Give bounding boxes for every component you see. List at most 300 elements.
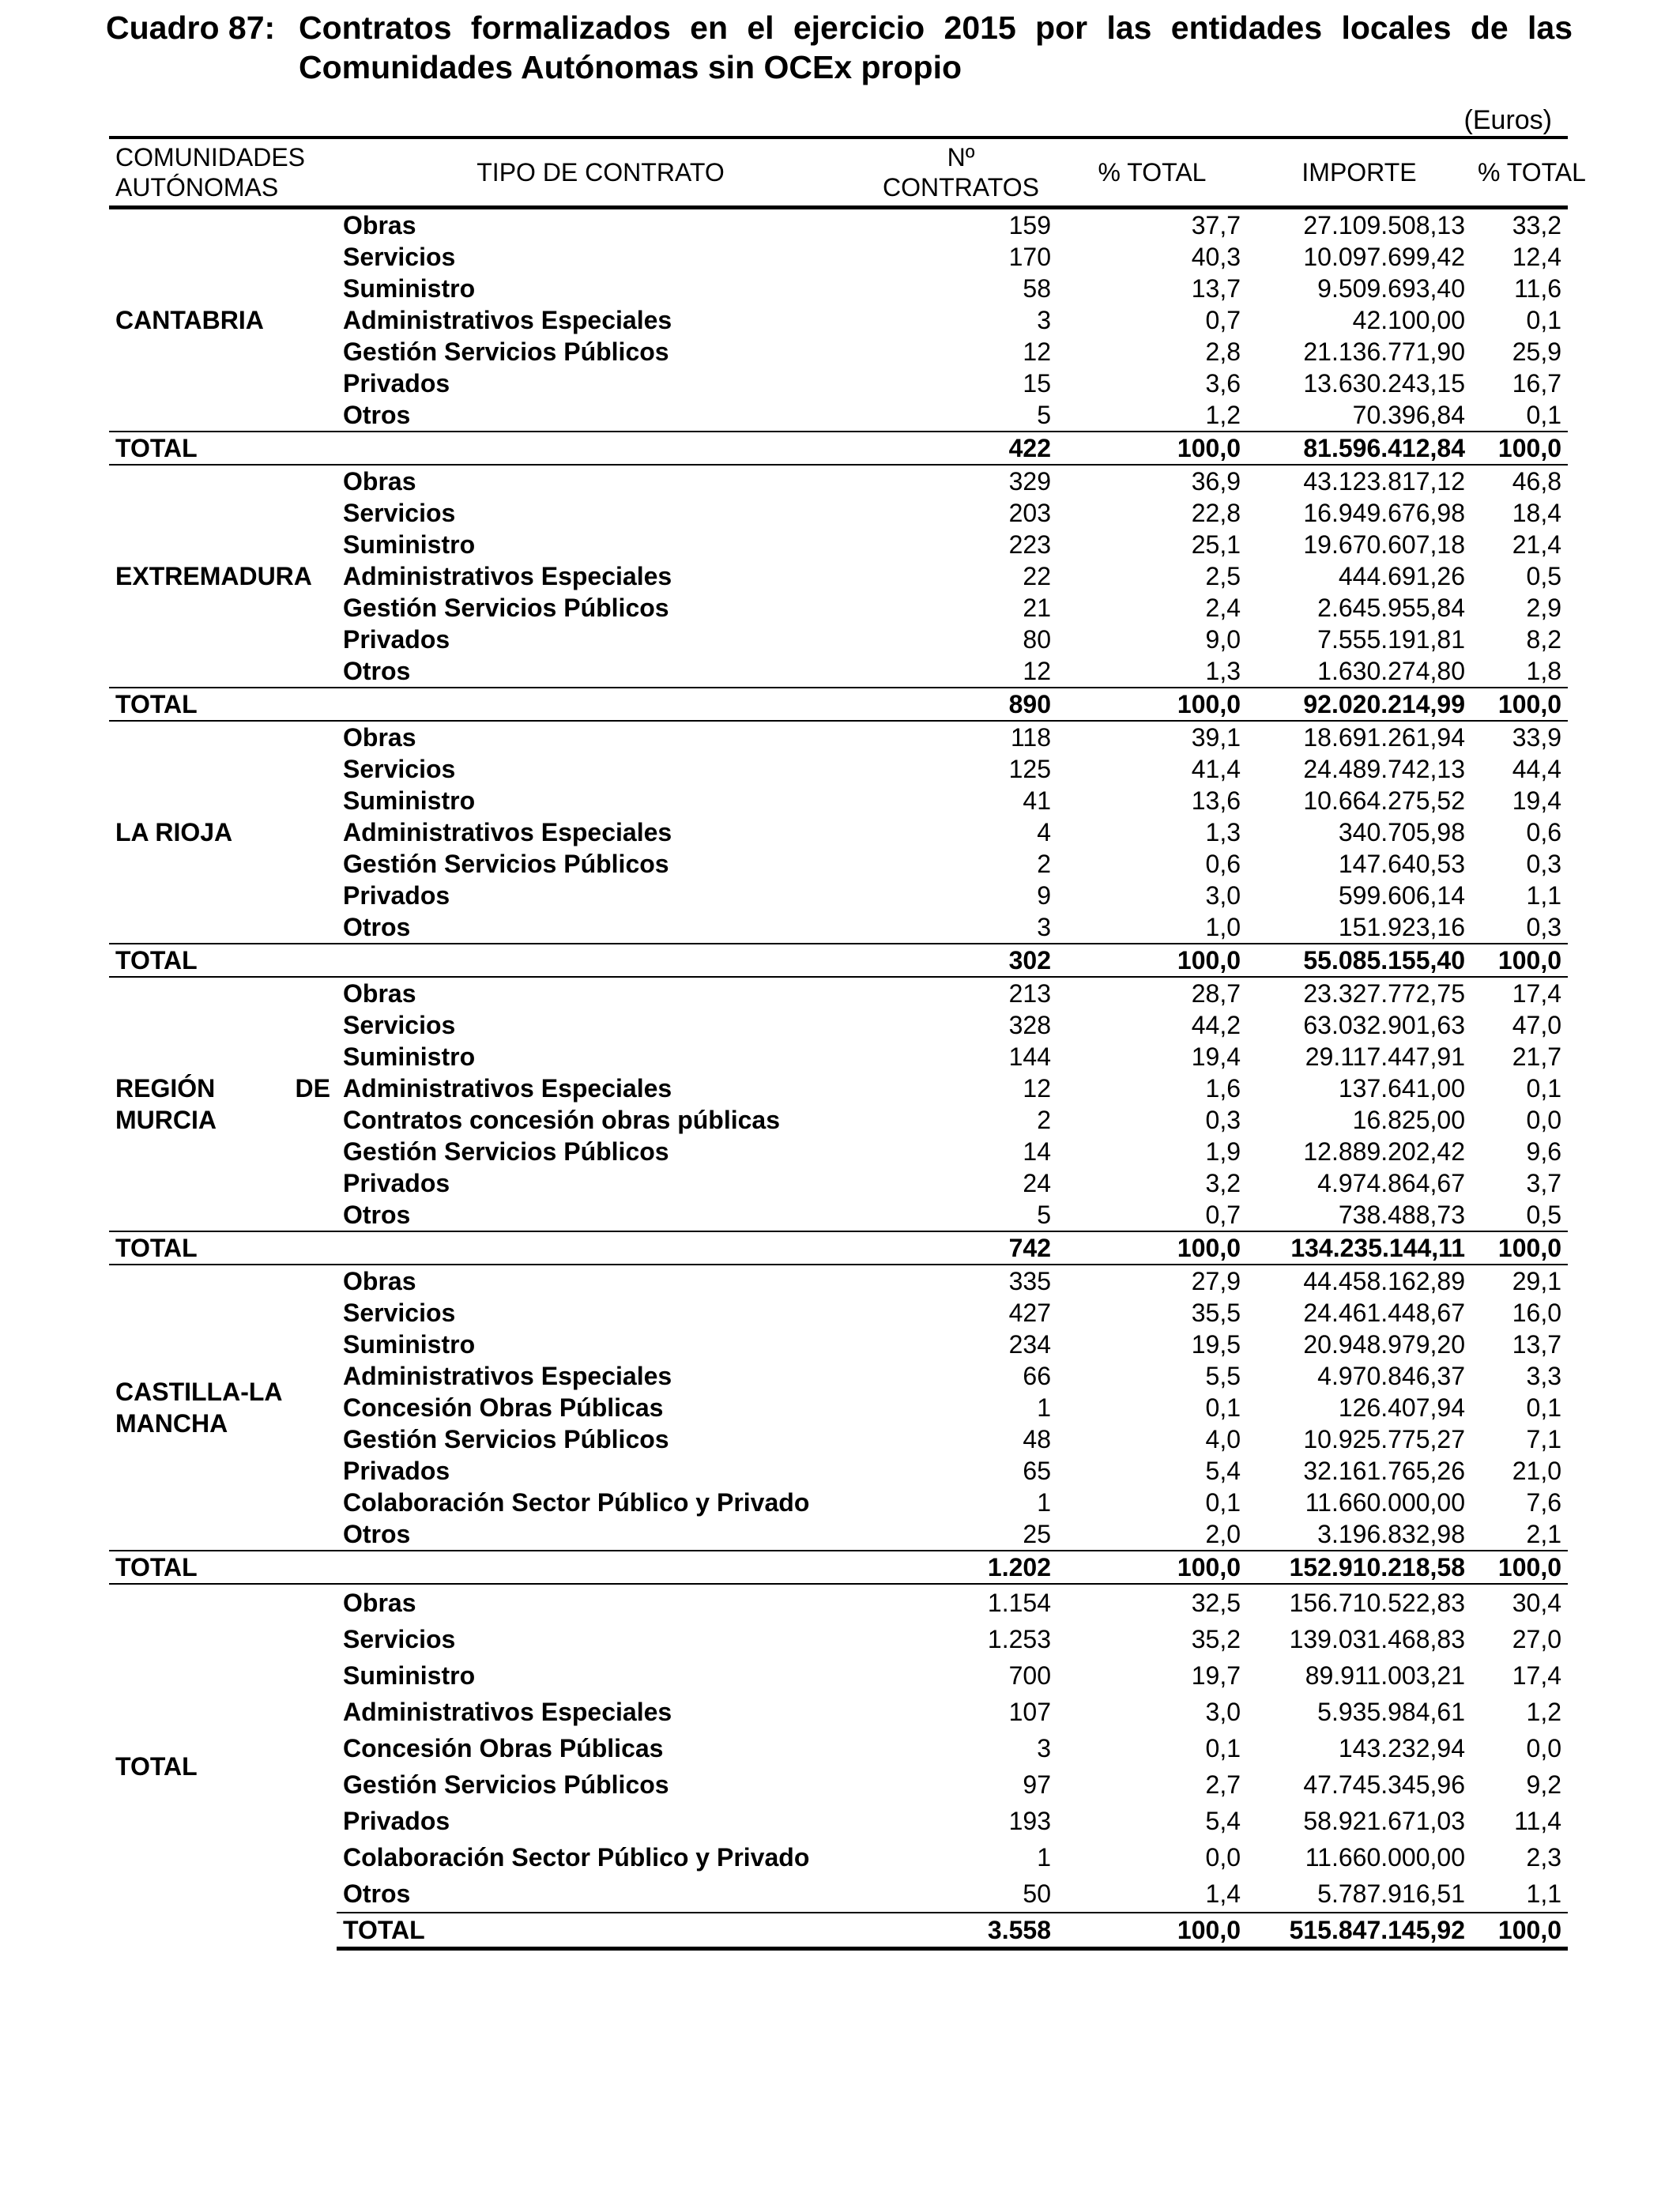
pct-importe: 21,7 — [1512, 1042, 1561, 1071]
pct-importe: 0,5 — [1526, 562, 1561, 590]
pct-importe: 0,1 — [1526, 401, 1561, 429]
header-importe: IMPORTE — [1247, 138, 1471, 208]
pct-importe: 1,8 — [1526, 657, 1561, 685]
pct-contratos: 25,1 — [1191, 530, 1241, 559]
subtotal-blank — [337, 1551, 864, 1584]
pct-importe: 13,7 — [1512, 1330, 1561, 1359]
contract-type: Administrativos Especiales — [343, 1698, 672, 1726]
num-contratos: 118 — [1010, 723, 1051, 752]
pct-importe: 9,6 — [1526, 1137, 1561, 1166]
caption-label: Cuadro 87: — [106, 9, 276, 46]
pct-contratos: 1,2 — [1205, 401, 1241, 429]
table-row — [109, 1584, 1568, 1621]
contract-type: Privados — [343, 1457, 450, 1485]
subtotal-label: TOTAL — [109, 1551, 337, 1584]
importe: 44.458.162,89 — [1303, 1267, 1465, 1295]
importe: 24.461.448,67 — [1303, 1299, 1465, 1327]
importe: 63.032.901,63 — [1303, 1011, 1465, 1039]
pct-importe: 11,6 — [1514, 274, 1561, 303]
importe: 42.100,00 — [1352, 306, 1465, 334]
num-contratos: 3 — [1037, 1734, 1051, 1762]
pct-contratos: 1,4 — [1205, 1879, 1241, 1908]
importe: 10.925.775,27 — [1303, 1425, 1465, 1453]
contract-type: Obras — [343, 723, 416, 752]
num-contratos: 12 — [1023, 657, 1051, 685]
subtotal-row — [109, 1231, 1568, 1265]
subtotal-pct-contratos: 100,0 — [1057, 1231, 1247, 1265]
subtotal-pct-importe: 100,0 — [1471, 432, 1568, 465]
pct-importe: 0,5 — [1526, 1201, 1561, 1229]
subtotal-importe: 55.085.155,40 — [1247, 944, 1471, 977]
num-contratos: 1 — [1037, 1488, 1051, 1517]
importe: 137.641,00 — [1338, 1074, 1465, 1103]
importe: 23.327.772,75 — [1303, 979, 1465, 1008]
pct-importe: 0,6 — [1526, 818, 1561, 846]
pct-importe: 21,4 — [1512, 530, 1561, 559]
grand-total-group — [109, 1584, 1568, 1949]
num-contratos: 170 — [1008, 243, 1051, 271]
pct-importe: 1,1 — [1526, 881, 1561, 910]
pct-importe: 25,9 — [1512, 337, 1561, 366]
pct-contratos: 1,3 — [1205, 657, 1241, 685]
subtotal-num-contratos: 1.202 — [864, 1551, 1057, 1584]
importe: 151.923,16 — [1338, 913, 1465, 941]
pct-contratos: 35,5 — [1191, 1299, 1241, 1327]
contract-type: Suministro — [343, 786, 476, 815]
pct-importe: 16,0 — [1512, 1299, 1561, 1327]
pct-importe: 29,1 — [1512, 1267, 1561, 1295]
region-name: EXTREMADURA — [115, 562, 312, 590]
importe: 340.705,98 — [1338, 818, 1465, 846]
units-note: (Euros) — [1463, 105, 1552, 135]
contract-type: Servicios — [343, 243, 456, 271]
pct-importe: 44,4 — [1512, 755, 1561, 783]
subtotal-blank — [337, 688, 864, 721]
num-contratos: 12 — [1023, 1074, 1051, 1103]
region-group — [109, 208, 1568, 466]
contract-type: Gestión Servicios Públicos — [343, 1137, 669, 1166]
pct-importe: 17,4 — [1512, 979, 1561, 1008]
pct-importe: 27,0 — [1512, 1625, 1561, 1653]
contract-type: Servicios — [343, 755, 456, 783]
region-group — [109, 721, 1568, 977]
pct-contratos: 39,1 — [1191, 723, 1241, 752]
pct-importe: 1,2 — [1526, 1698, 1561, 1726]
pct-contratos: 32,5 — [1191, 1589, 1241, 1617]
num-contratos: 2 — [1037, 850, 1051, 878]
subtotal-pct-contratos: 100,0 — [1057, 1551, 1247, 1584]
subtotal-row — [109, 1551, 1568, 1584]
num-contratos: 1 — [1037, 1843, 1051, 1872]
subtotal-num-contratos: 890 — [864, 688, 1057, 721]
contract-type: Otros — [343, 401, 411, 429]
region-name: REGIÓN DE MURCIA — [115, 1074, 330, 1134]
contract-type: Contratos concesión obras públicas — [343, 1106, 780, 1134]
contract-type: Administrativos Especiales — [343, 562, 672, 590]
importe: 32.161.765,26 — [1303, 1457, 1465, 1485]
importe: 27.109.508,13 — [1303, 211, 1465, 239]
pct-contratos: 13,7 — [1191, 274, 1241, 303]
region-group — [109, 465, 1568, 721]
subtotal-pct-importe: 100,0 — [1471, 1551, 1568, 1584]
pct-contratos: 4,0 — [1205, 1425, 1241, 1453]
importe: 139.031.468,83 — [1289, 1625, 1465, 1653]
importe: 24.489.742,13 — [1303, 755, 1465, 783]
importe: 4.974.864,67 — [1317, 1169, 1465, 1197]
pct-contratos: 0,7 — [1205, 306, 1241, 334]
importe: 599.606,14 — [1338, 881, 1465, 910]
importe: 21.136.771,90 — [1303, 337, 1465, 366]
pct-contratos: 3,0 — [1205, 1698, 1241, 1726]
contract-type: Otros — [343, 913, 411, 941]
pct-contratos: 5,4 — [1205, 1457, 1241, 1485]
header-num-contratos: Nº CONTRATOS — [864, 138, 1057, 208]
num-contratos: 58 — [1023, 274, 1051, 303]
contract-type: Otros — [343, 1201, 411, 1229]
subtotal-pct-importe: 100,0 — [1471, 944, 1568, 977]
contract-type: Privados — [343, 369, 450, 398]
pct-contratos: 2,8 — [1205, 337, 1241, 366]
pct-contratos: 3,0 — [1205, 881, 1241, 910]
contract-type: Privados — [343, 1169, 450, 1197]
contract-type: Privados — [343, 881, 450, 910]
contract-type: Servicios — [343, 499, 456, 527]
importe: 11.660.000,00 — [1305, 1843, 1465, 1872]
importe: 3.196.832,98 — [1317, 1520, 1465, 1548]
importe: 12.889.202,42 — [1303, 1137, 1465, 1166]
pct-importe: 1,1 — [1526, 1879, 1561, 1908]
num-contratos: 1 — [1037, 1393, 1051, 1422]
pct-contratos: 0,1 — [1205, 1393, 1241, 1422]
num-contratos: 223 — [1008, 530, 1051, 559]
subtotal-row — [109, 944, 1568, 977]
pct-importe: 0,3 — [1526, 850, 1561, 878]
contract-type: Suministro — [343, 1042, 476, 1071]
table-header — [109, 138, 1586, 208]
contract-type: Obras — [343, 467, 416, 496]
pct-importe: 18,4 — [1512, 499, 1561, 527]
contract-type: Suministro — [343, 1661, 476, 1690]
contract-type: Suministro — [343, 274, 476, 303]
contract-type: Concesión Obras Públicas — [343, 1734, 664, 1762]
pct-importe: 0,1 — [1526, 306, 1561, 334]
contract-type: Servicios — [343, 1625, 456, 1653]
pct-importe: 19,4 — [1512, 786, 1561, 815]
header-pct-contratos: % TOTAL — [1057, 138, 1247, 208]
pct-importe: 33,9 — [1512, 723, 1561, 752]
subtotal-label: TOTAL — [109, 688, 337, 721]
importe: 43.123.817,12 — [1303, 467, 1465, 496]
importe: 143.232,94 — [1338, 1734, 1465, 1762]
pct-contratos: 0,7 — [1205, 1201, 1241, 1229]
contract-type: Obras — [343, 979, 416, 1008]
importe: 7.555.191,81 — [1317, 625, 1465, 654]
pct-importe: 3,3 — [1526, 1362, 1561, 1390]
pct-importe: 8,2 — [1526, 625, 1561, 654]
importe: 16.825,00 — [1352, 1106, 1465, 1134]
pct-importe: 16,7 — [1512, 369, 1561, 398]
pct-importe: 21,0 — [1512, 1457, 1561, 1485]
grand-total-pct-contratos: 100,0 — [1057, 1913, 1247, 1949]
contract-type: Suministro — [343, 1330, 476, 1359]
num-contratos: 15 — [1023, 369, 1051, 398]
num-contratos: 234 — [1008, 1330, 1051, 1359]
num-contratos: 1.253 — [987, 1625, 1051, 1653]
num-contratos: 66 — [1023, 1362, 1051, 1390]
importe: 126.407,94 — [1338, 1393, 1465, 1422]
contract-type: Administrativos Especiales — [343, 306, 672, 334]
num-contratos: 2 — [1037, 1106, 1051, 1134]
subtotal-label: TOTAL — [109, 944, 337, 977]
grand-total-num-contratos: 3.558 — [864, 1913, 1057, 1949]
contract-type: Gestión Servicios Públicos — [343, 850, 669, 878]
subtotal-importe: 134.235.144,11 — [1247, 1231, 1471, 1265]
num-contratos: 329 — [1008, 467, 1051, 496]
importe: 9.509.693,40 — [1317, 274, 1465, 303]
contract-type: Colaboración Sector Público y Privado — [343, 1843, 810, 1872]
importe: 2.645.955,84 — [1317, 594, 1465, 622]
num-contratos: 5 — [1037, 1201, 1051, 1229]
num-contratos: 12 — [1023, 337, 1051, 366]
table-row — [109, 721, 1568, 753]
importe: 47.745.345,96 — [1303, 1770, 1465, 1799]
contract-type: Suministro — [343, 530, 476, 559]
grand-total-pct-importe: 100,0 — [1471, 1913, 1568, 1949]
pct-contratos: 1,3 — [1205, 818, 1241, 846]
num-contratos: 21 — [1023, 594, 1051, 622]
pct-contratos: 2,7 — [1205, 1770, 1241, 1799]
contract-type: Administrativos Especiales — [343, 818, 672, 846]
subtotal-importe: 92.020.214,99 — [1247, 688, 1471, 721]
subtotal-row — [109, 688, 1568, 721]
num-contratos: 203 — [1008, 499, 1051, 527]
pct-importe: 46,8 — [1512, 467, 1561, 496]
subtotal-pct-importe: 100,0 — [1471, 688, 1568, 721]
contract-type: Privados — [343, 625, 450, 654]
importe: 16.949.676,98 — [1303, 499, 1465, 527]
pct-contratos: 19,5 — [1191, 1330, 1241, 1359]
table-row — [109, 208, 1568, 242]
importe: 10.664.275,52 — [1303, 786, 1465, 815]
pct-importe: 3,7 — [1526, 1169, 1561, 1197]
num-contratos: 97 — [1023, 1770, 1051, 1799]
contract-type: Gestión Servicios Públicos — [343, 594, 669, 622]
num-contratos: 22 — [1023, 562, 1051, 590]
table-row — [109, 1265, 1568, 1297]
contract-type: Obras — [343, 1267, 416, 1295]
pct-importe: 2,9 — [1526, 594, 1561, 622]
pct-contratos: 0,1 — [1205, 1734, 1241, 1762]
pct-importe: 9,2 — [1526, 1770, 1561, 1799]
pct-importe: 2,1 — [1526, 1520, 1561, 1548]
importe: 18.691.261,94 — [1303, 723, 1465, 752]
pct-contratos: 41,4 — [1191, 755, 1241, 783]
contract-type: Otros — [343, 1520, 411, 1548]
contract-type: Gestión Servicios Públicos — [343, 1770, 669, 1799]
contract-type: Gestión Servicios Públicos — [343, 337, 669, 366]
importe: 19.670.607,18 — [1303, 530, 1465, 559]
importe: 29.117.447,91 — [1305, 1042, 1465, 1071]
importe: 444.691,26 — [1338, 562, 1465, 590]
num-contratos: 4 — [1037, 818, 1051, 846]
contract-type: Otros — [343, 1879, 411, 1908]
num-contratos: 427 — [1008, 1299, 1051, 1327]
pct-contratos: 28,7 — [1191, 979, 1241, 1008]
pct-contratos: 2,5 — [1205, 562, 1241, 590]
pct-contratos: 37,7 — [1191, 211, 1241, 239]
subtotal-num-contratos: 742 — [864, 1231, 1057, 1265]
contract-type: Otros — [343, 657, 411, 685]
contract-type: Gestión Servicios Públicos — [343, 1425, 669, 1453]
num-contratos: 3 — [1037, 913, 1051, 941]
pct-contratos: 44,2 — [1191, 1011, 1241, 1039]
pct-importe: 0,1 — [1526, 1393, 1561, 1422]
pct-importe: 0,0 — [1526, 1106, 1561, 1134]
pct-contratos: 22,8 — [1191, 499, 1241, 527]
num-contratos: 65 — [1023, 1457, 1051, 1485]
pct-contratos: 0,0 — [1205, 1843, 1241, 1872]
table-row — [109, 977, 1568, 1009]
subtotal-pct-contratos: 100,0 — [1057, 944, 1247, 977]
pct-contratos: 19,4 — [1191, 1042, 1241, 1071]
pct-contratos: 3,6 — [1205, 369, 1241, 398]
subtotal-importe: 152.910.218,58 — [1247, 1551, 1471, 1584]
num-contratos: 1.154 — [987, 1589, 1051, 1617]
importe: 89.911.003,21 — [1305, 1661, 1465, 1690]
num-contratos: 144 — [1008, 1042, 1051, 1071]
grand-total-label: TOTAL — [337, 1913, 864, 1949]
pct-importe: 0,0 — [1526, 1734, 1561, 1762]
pct-importe: 30,4 — [1512, 1589, 1561, 1617]
pct-contratos: 35,2 — [1191, 1625, 1241, 1653]
num-contratos: 50 — [1023, 1879, 1051, 1908]
contract-type: Obras — [343, 1589, 416, 1617]
importe: 11.660.000,00 — [1305, 1488, 1465, 1517]
pct-importe: 12,4 — [1512, 243, 1561, 271]
importe: 156.710.522,83 — [1289, 1589, 1465, 1617]
pct-contratos: 0,3 — [1205, 1106, 1241, 1134]
pct-importe: 11,4 — [1514, 1807, 1561, 1835]
importe: 58.921.671,03 — [1303, 1807, 1465, 1835]
num-contratos: 5 — [1037, 401, 1051, 429]
pct-importe: 47,0 — [1512, 1011, 1561, 1039]
subtotal-importe: 81.596.412,84 — [1247, 432, 1471, 465]
region-group — [109, 1265, 1568, 1584]
pct-contratos: 0,1 — [1205, 1488, 1241, 1517]
subtotal-blank — [337, 432, 864, 465]
subtotal-row — [109, 432, 1568, 465]
pct-contratos: 1,6 — [1205, 1074, 1241, 1103]
subtotal-pct-contratos: 100,0 — [1057, 432, 1247, 465]
pct-contratos: 1,0 — [1205, 913, 1241, 941]
caption-title: Contratos formalizados en el ejercicio 2015 por las entidades locales de las Comunidades Autónomas sin OCEx propio — [299, 9, 1573, 85]
pct-importe: 0,1 — [1526, 1074, 1561, 1103]
region-name: LA RIOJA — [115, 818, 233, 846]
num-contratos: 9 — [1037, 881, 1051, 910]
subtotal-blank — [337, 1231, 864, 1265]
num-contratos: 107 — [1008, 1698, 1051, 1726]
pct-contratos: 40,3 — [1191, 243, 1241, 271]
pct-importe: 7,1 — [1526, 1425, 1561, 1453]
pct-importe: 33,2 — [1512, 211, 1561, 239]
subtotal-label: TOTAL — [109, 1231, 337, 1265]
pct-importe: 7,6 — [1526, 1488, 1561, 1517]
num-contratos: 24 — [1023, 1169, 1051, 1197]
importe: 13.630.243,15 — [1303, 369, 1465, 398]
subtotal-label: TOTAL — [109, 432, 337, 465]
subtotal-pct-contratos: 100,0 — [1057, 688, 1247, 721]
importe: 5.787.916,51 — [1317, 1879, 1465, 1908]
pct-contratos: 13,6 — [1191, 786, 1241, 815]
num-contratos: 48 — [1023, 1425, 1051, 1453]
subtotal-pct-importe: 100,0 — [1471, 1231, 1568, 1265]
pct-contratos: 2,0 — [1205, 1520, 1241, 1548]
pct-importe: 0,3 — [1526, 913, 1561, 941]
region-name: CANTABRIA — [115, 306, 264, 334]
num-contratos: 25 — [1023, 1520, 1051, 1548]
pct-contratos: 0,6 — [1205, 850, 1241, 878]
contract-type: Servicios — [343, 1299, 456, 1327]
contract-type: Administrativos Especiales — [343, 1074, 672, 1103]
contract-type: Privados — [343, 1807, 450, 1835]
header-comunidades: COMUNIDADES AUTÓNOMAS — [109, 138, 337, 208]
pct-contratos: 19,7 — [1191, 1661, 1241, 1690]
num-contratos: 125 — [1008, 755, 1051, 783]
num-contratos: 41 — [1023, 786, 1051, 815]
pct-importe: 17,4 — [1512, 1661, 1561, 1690]
num-contratos: 80 — [1023, 625, 1051, 654]
pct-contratos: 1,9 — [1205, 1137, 1241, 1166]
num-contratos: 700 — [1008, 1661, 1051, 1690]
num-contratos: 159 — [1008, 211, 1051, 239]
contract-type: Colaboración Sector Público y Privado — [343, 1488, 810, 1517]
table-row — [109, 465, 1568, 497]
contract-type: Concesión Obras Públicas — [343, 1393, 664, 1422]
region-name: CASTILLA-LA MANCHA — [115, 1378, 282, 1438]
importe: 147.640,53 — [1338, 850, 1465, 878]
pct-contratos: 5,5 — [1205, 1362, 1241, 1390]
importe: 70.396,84 — [1352, 401, 1465, 429]
importe: 1.630.274,80 — [1317, 657, 1465, 685]
pct-importe: 2,3 — [1526, 1843, 1561, 1872]
importe: 10.097.699,42 — [1303, 243, 1465, 271]
importe: 4.970.846,37 — [1317, 1362, 1465, 1390]
pct-contratos: 3,2 — [1205, 1169, 1241, 1197]
header-pct-importe: % TOTAL — [1471, 138, 1568, 208]
importe: 738.488,73 — [1338, 1201, 1465, 1229]
subtotal-num-contratos: 422 — [864, 432, 1057, 465]
region-group — [109, 977, 1568, 1265]
num-contratos: 3 — [1037, 306, 1051, 334]
pct-contratos: 5,4 — [1205, 1807, 1241, 1835]
pct-contratos: 9,0 — [1205, 625, 1241, 654]
pct-contratos: 36,9 — [1191, 467, 1241, 496]
pct-contratos: 2,4 — [1205, 594, 1241, 622]
grand-total-importe: 515.847.145,92 — [1247, 1913, 1471, 1949]
num-contratos: 213 — [1008, 979, 1051, 1008]
contract-type: Obras — [343, 211, 416, 239]
num-contratos: 14 — [1023, 1137, 1051, 1166]
contracts-table — [109, 136, 1586, 1951]
grand-total-name: TOTAL — [115, 1752, 198, 1781]
subtotal-num-contratos: 302 — [864, 944, 1057, 977]
pct-contratos: 27,9 — [1191, 1267, 1241, 1295]
num-contratos: 335 — [1008, 1267, 1051, 1295]
num-contratos: 193 — [1008, 1807, 1051, 1835]
num-contratos: 328 — [1008, 1011, 1051, 1039]
header-tipo: TIPO DE CONTRATO — [337, 138, 864, 208]
contract-type: Administrativos Especiales — [343, 1362, 672, 1390]
